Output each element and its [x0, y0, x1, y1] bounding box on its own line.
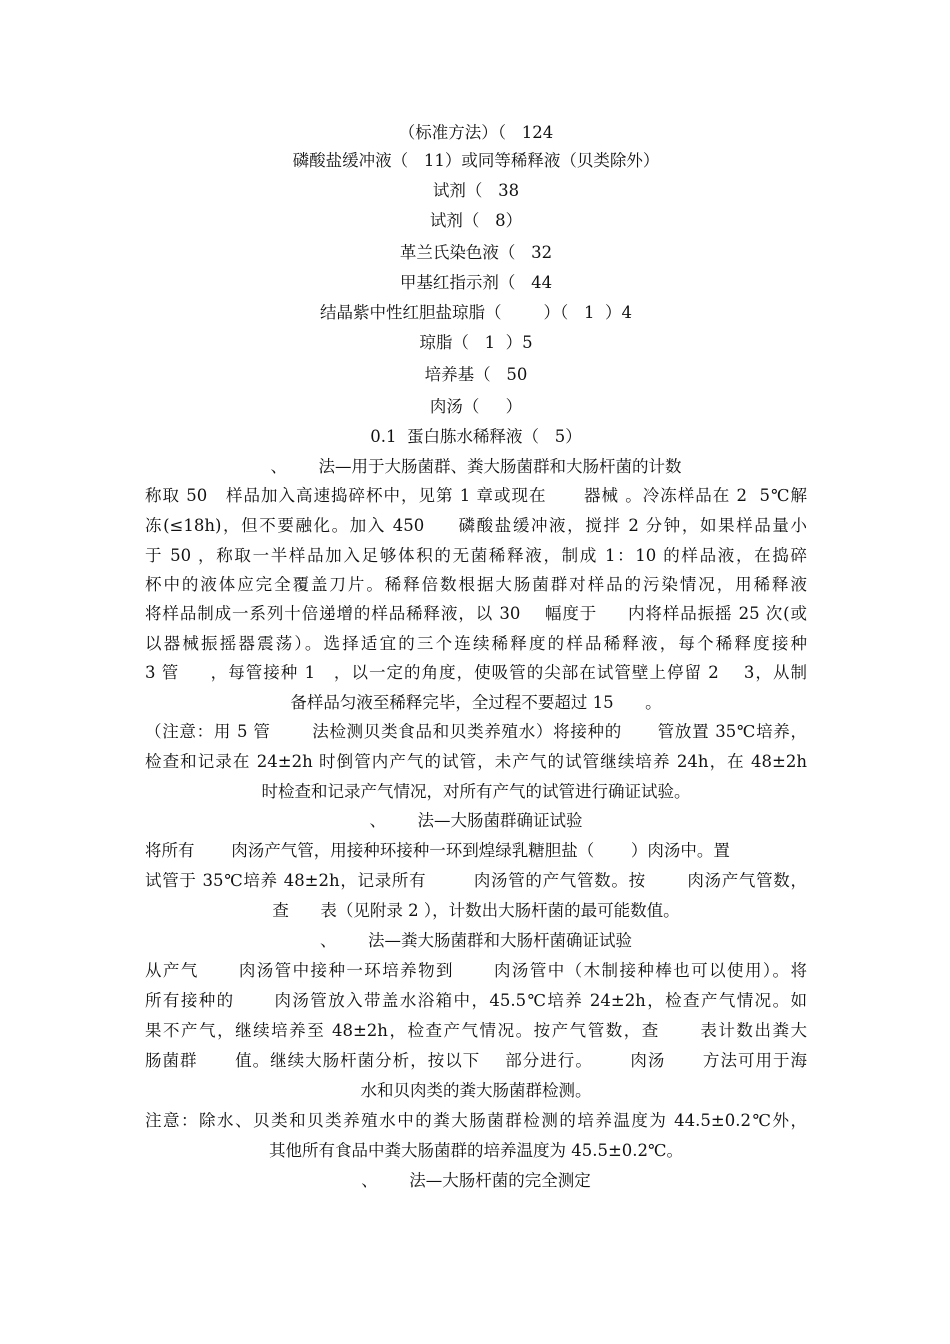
text-line: 肉汤（ ） [429, 397, 523, 416]
text-line: 以器械振摇器震荡）。选择适宜的三个连续稀释度的样品稀释液，每个稀释度接种 [145, 634, 807, 653]
text-line: 查 表（见附录 2 ），计数出大肠杆菌的最可能数值。 [272, 901, 680, 920]
text-line: 、 法—用于大肠菌群、粪大肠菌群和大肠杆菌的计数 [270, 457, 682, 476]
text-line: 检查和记录在 24±2h 时倒管内产气的试管，未产气的试管继续培养 24h，在 48±2h [145, 752, 807, 771]
text-line: 琼脂（ 1 ）5 [419, 333, 533, 352]
text-line: 0.1 蛋白胨水稀释液（ 5） [370, 427, 582, 446]
text-line: 、 法—大肠杆菌的完全测定 [361, 1171, 591, 1190]
text-line: 所有接种的 肉汤管放入带盖水浴箱中，45.5℃培养 24±2h，检查产气情况。如 [145, 991, 807, 1010]
text-line: 肠菌群 值。继续大肠杆菌分析，按以下 部分进行。 肉汤 方法可用于海 [145, 1051, 807, 1070]
text-line: 水和贝肉类的粪大肠菌群检测。 [360, 1081, 592, 1100]
text-line: 注意：除水、贝类和贝类养殖水中的粪大肠菌群检测的培养温度为 44.5±0.2℃外， [145, 1111, 807, 1130]
text-line: 时检查和记录产气情况，对所有产气的试管进行确证试验。 [261, 782, 691, 801]
text-line: （标准方法）（ 124 [398, 123, 554, 142]
text-line: 冻(≤18h)，但不要融化。加入 450 磷酸盐缓冲液，搅拌 2 分钟，如果样品量小 [145, 516, 807, 535]
text-line: 、 法—大肠菌群确证试验 [369, 811, 583, 830]
text-line: 于 50 ，称取一半样品加入足够体积的无菌稀释液，制成 1：10 的样品液，在捣碎 [145, 546, 807, 565]
text-line: 革兰氏染色液（ 32 [399, 243, 553, 262]
text-line: 杯中的液体应完全覆盖刀片。稀释倍数根据大肠菌群对样品的污染情况，用稀释液 [145, 575, 807, 594]
text-line: 其他所有食品中粪大肠菌群的培养温度为 45.5±0.2℃。 [268, 1141, 683, 1160]
text-line: 试管于 35℃培养 48±2h，记录所有 肉汤管的产气管数。按 肉汤产气管数， [145, 871, 807, 890]
text-line: 从产气 肉汤管中接种一环培养物到 肉汤管中（木制接种棒也可以使用）。将 [145, 961, 807, 980]
text-line: 称取 50 样品加入高速捣碎杯中，见第 1 章或现在 器械 。冷冻样品在 2 5℃解 [145, 486, 807, 505]
text-line: 试剂（ 8） [429, 211, 523, 230]
text-line: 、 法—粪大肠菌群和大肠杆菌确证试验 [320, 931, 632, 950]
text-line: 备样品匀液至稀释完毕，全过程不要超过 15 。 [290, 693, 662, 712]
text-line: 试剂（ 38 [432, 181, 520, 200]
text-line: 甲基红指示剂（ 44 [399, 273, 553, 292]
text-line: 培养基（ 50 [424, 365, 528, 384]
text-line: 将所有 肉汤产气管，用接种环接种一环到煌绿乳糖胆盐（ ）肉汤中。置 [145, 841, 730, 860]
text-line: 磷酸盐缓冲液（ 11）或同等稀释液（贝类除外） [292, 151, 660, 170]
text-line: 果不产气，继续培养至 48±2h，检查产气情况。按产气管数，查 表计数出粪大 [145, 1021, 807, 1040]
text-line: 将样品制成一系列十倍递增的样品稀释液，以 30 幅度于 内将样品振摇 25 次(或 [145, 604, 807, 623]
text-line: （注意：用 5 管 法检测贝类食品和贝类养殖水）将接种的 管放置 35℃培养， [145, 722, 807, 741]
text-line: 结晶紫中性红胆盐琼脂（ ）（ 1 ）4 [320, 303, 632, 322]
text-line: 3 管 ，每管接种 1 ，以一定的角度，使吸管的尖部在试管壁上停留 2 3，从制 [145, 663, 807, 682]
